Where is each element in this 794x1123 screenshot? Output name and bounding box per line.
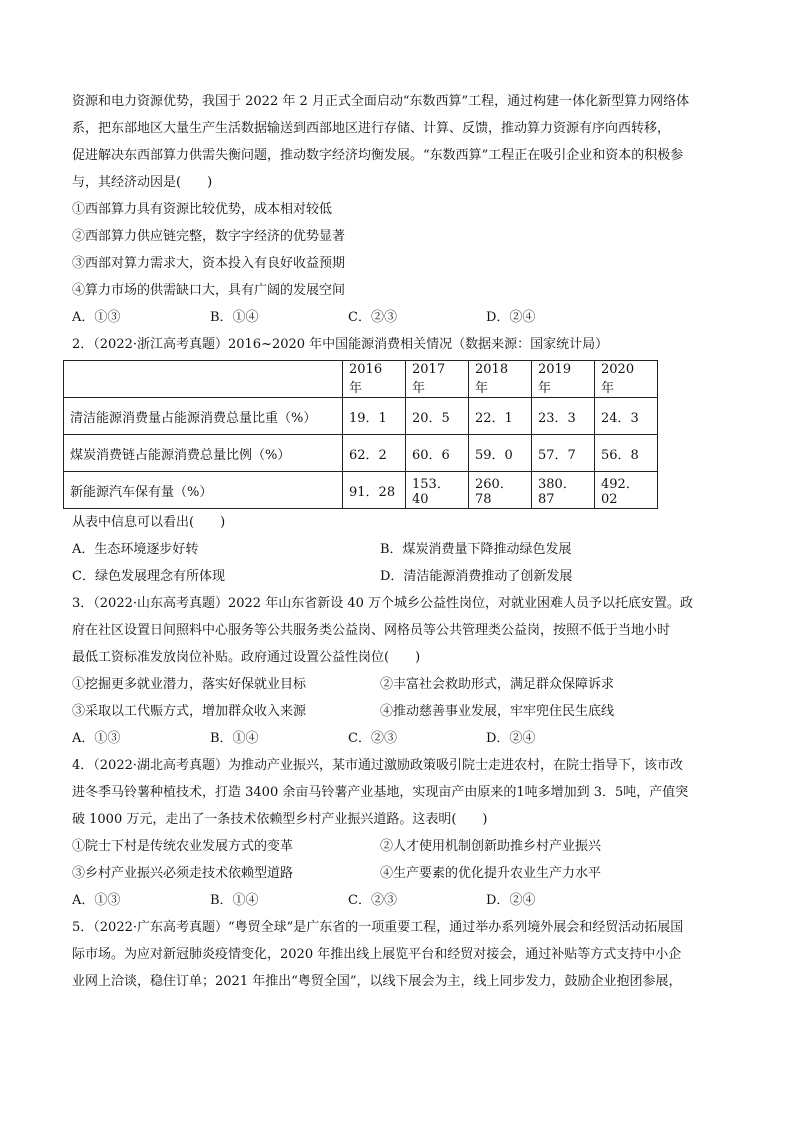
choice-d: D．②④ [486, 731, 536, 746]
question-1-line: 与，其经济动因是( ) [72, 175, 213, 190]
question-5-line: 5．（2022·广东高考真题）“粤贸全球”是广东省的一项重要工程，通过举办系列境外展会和经贸活动拓展国 [72, 920, 684, 935]
choice-b: B．①④ [210, 893, 259, 908]
question-1-line: 促进解决东西部算力供需失衡问题，推动数字经济均衡发展。“东数西算”工程正在吸引企业和资本的积极参 [72, 148, 684, 163]
row-label: 煤炭消费链占能源消费总量比例（%） [64, 435, 343, 472]
table-cell: 91．28 [343, 472, 406, 509]
question-1-option: ①西部算力具有资源比较优势，成本相对较低 [72, 202, 333, 217]
question-4-options-row [72, 860, 724, 887]
question-1-option: ④算力市场的供需缺口大，具有广阔的发展空间 [72, 283, 346, 298]
question-3-options-row [72, 698, 724, 725]
table-corner-cell [64, 361, 343, 398]
question-2 [72, 331, 724, 590]
table-cell: 492．02 [595, 472, 658, 509]
choice-c: C．②③ [348, 310, 397, 325]
question-4-options-row [72, 833, 724, 860]
question-2-choices-row [72, 536, 724, 563]
table-header-cell: 2020 年 [595, 361, 658, 398]
option-1: ①挖掘更多就业潜力，落实好保就业目标 [72, 677, 307, 692]
option-2: ②丰富社会救助形式，满足群众保障诉求 [380, 677, 615, 692]
question-2-choices-row [72, 563, 724, 590]
question-4-line: 4．（2022·湖北高考真题）为推动产业振兴，某市通过激励政策吸引院士走进农村，在院士指导下，该市改 [72, 758, 683, 773]
choice-d: D．清洁能源消费推动了创新发展 [380, 569, 573, 584]
question-5 [72, 914, 724, 995]
option-2: ②人才使用机制创新助推乡村产业振兴 [380, 839, 602, 854]
option-3: ③采取以工代赈方式，增加群众收入来源 [72, 704, 307, 719]
choice-d: D．②④ [486, 893, 536, 908]
question-3-choices [72, 725, 724, 752]
table-cell: 59．0 [469, 435, 532, 472]
choice-c: C．②③ [348, 893, 397, 908]
question-3-line: 最低工资标准发放岗位补贴。政府通过设置公益性岗位( ) [72, 650, 421, 665]
row-label: 新能源汽车保有量（%） [64, 472, 343, 509]
table-cell: 153．40 [406, 472, 469, 509]
question-5-line: 业网上洽谈，稳住订单；2021 年推出“粤贸全国”，以线下展会为主，线上同步发力，鼓励企业抱团参展， [72, 974, 682, 989]
table-cell: 60．6 [406, 435, 469, 472]
question-1-option: ③西部对算力需求大，资本投入有良好收益预期 [72, 256, 346, 271]
table-row [64, 398, 658, 435]
table-row [64, 472, 658, 509]
table-cell: 62．2 [343, 435, 406, 472]
option-4: ④推动慈善事业发展，牢牢兜住民生底线 [380, 704, 615, 719]
table-cell: 260．78 [469, 472, 532, 509]
question-1-line: 资源和电力资源优势，我国于 2022 年 2 月正式全面启动“东数西算”工程，通过构建一体化新型算力网络体 [72, 94, 690, 109]
question-4-line: 破 1000 万元，走出了一条技术依赖型乡村产业振兴道路。这表明( ) [72, 812, 488, 827]
question-3-options-row [72, 671, 724, 698]
question-3 [72, 590, 724, 752]
question-4-choices [72, 887, 724, 914]
row-label: 清洁能源消费量占能源消费总量比重（%） [64, 398, 343, 435]
table-header-cell: 2019 年 [532, 361, 595, 398]
choice-a: A．①③ [72, 310, 121, 325]
option-4: ④生产要素的优化提升农业生产力水平 [380, 866, 602, 881]
table-cell: 20．5 [406, 398, 469, 435]
table-cell: 23．3 [532, 398, 595, 435]
choice-c: C．绿色发展理念有所体现 [72, 569, 225, 584]
choice-a: A．生态环境逐步好转 [72, 542, 199, 557]
choice-d: D．②④ [486, 310, 536, 325]
choice-b: B．①④ [210, 310, 259, 325]
question-1-line: 系，把东部地区大量生产生活数据输送到西部地区进行存储、计算、反馈，推动算力资源有序向西转移， [72, 121, 671, 136]
document-page [72, 88, 724, 995]
table-cell: 19．1 [343, 398, 406, 435]
option-1: ①院士下村是传统农业发展方式的变革 [72, 839, 294, 854]
option-3: ③乡村产业振兴必须走技术依赖型道路 [72, 866, 294, 881]
table-cell: 24．3 [595, 398, 658, 435]
question-2-prompt: 从表中信息可以看出( ) [72, 515, 226, 530]
energy-table [63, 360, 658, 509]
table-cell: 22．1 [469, 398, 532, 435]
choice-a: A．①③ [72, 731, 121, 746]
question-3-line: 3．（2022·山东高考真题）2022 年山东省新设 40 万个城乡公益性岗位，对就业困难人员予以托底安置。政 [72, 596, 694, 611]
table-cell: 380．87 [532, 472, 595, 509]
question-4-line: 进冬季马铃薯种植技术，打造 3400 余亩马铃薯产业基地，实现亩产由原来的1吨多增加到 3．5吨，产值突 [72, 785, 689, 800]
question-4 [72, 752, 724, 914]
question-1-option: ②西部算力供应链完整，数字字经济的优势显著 [72, 229, 346, 244]
question-1 [72, 88, 724, 331]
table-header-cell: 2017 年 [406, 361, 469, 398]
table-cell: 56．8 [595, 435, 658, 472]
question-2-stem: 2．（2022·浙江高考真题）2016~2020 年中国能源消费相关情况（数据来源：国家统计局） [72, 337, 609, 352]
question-1-choices [72, 304, 724, 331]
choice-b: B．①④ [210, 731, 259, 746]
table-row [64, 435, 658, 472]
choice-b: B．煤炭消费量下降推动绿色发展 [380, 542, 572, 557]
table-header-cell: 2018 年 [469, 361, 532, 398]
question-5-line: 际市场。为应对新冠肺炎疫情变化，2020 年推出线上展览平台和经贸对接会，通过补贴等方式支持中小企 [72, 947, 682, 962]
table-header-row [64, 361, 658, 398]
choice-c: C．②③ [348, 731, 397, 746]
choice-a: A．①③ [72, 893, 121, 908]
table-header-cell: 2016 年 [343, 361, 406, 398]
question-3-line: 府在社区设置日间照料中心服务等公共服务类公益岗、网格员等公共管理类公益岗，按照不低于当地小时 [72, 623, 671, 638]
table-cell: 57．7 [532, 435, 595, 472]
